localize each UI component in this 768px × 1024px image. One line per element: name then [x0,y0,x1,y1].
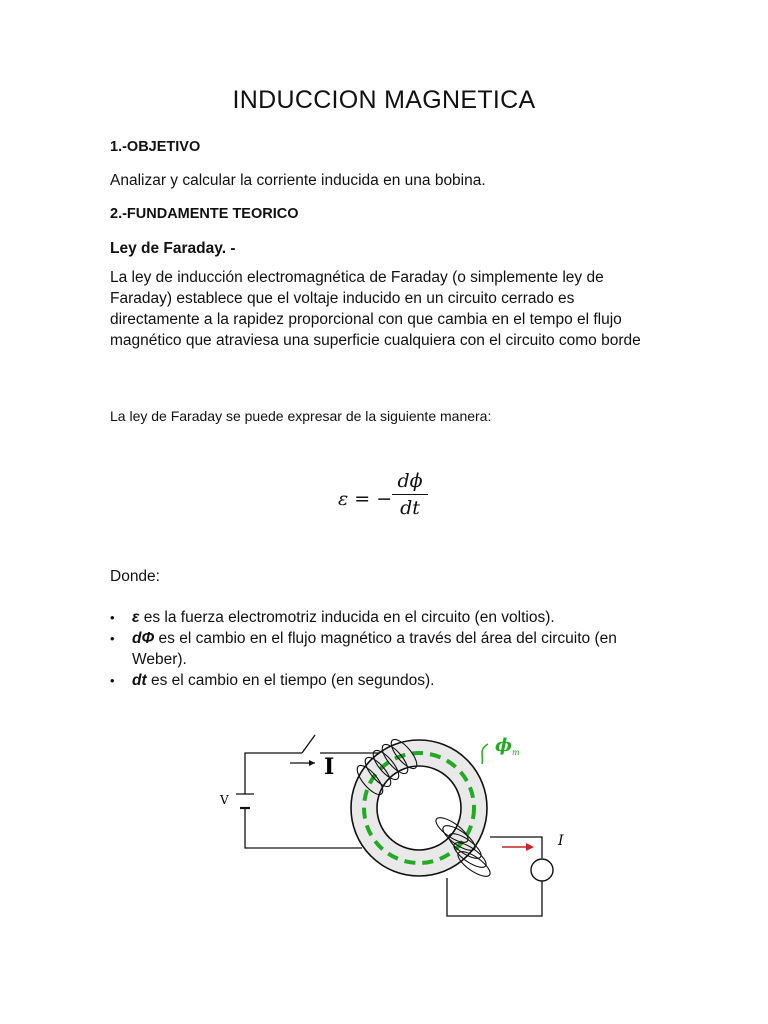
primary-wire-top-left [245,753,302,794]
faraday-paragraph: La ley de inducción electromagnética de Faraday (o simplemente ley de Faraday) establece que el voltaje inducido en un circuito cerrado es directamente a la rapidez proporcional con que cambia en el tempo el flujo magnético que atraviesa una superficie cualquiera con el circuito como borde [110,269,641,349]
flux-label: ϕ [495,735,512,756]
subheading-faraday: Ley de Faraday. - [110,240,236,257]
list-item [110,607,670,628]
fraction-bar [392,494,428,495]
list-item [110,628,670,670]
secondary-wire-bottom [447,878,542,916]
definition-text: es el cambio en el tiempo (en segundos). [146,672,435,689]
ammeter [531,859,553,881]
term-dt: dt [132,672,147,689]
donde-label: Donde: [110,568,160,585]
primary-wire-bottom [245,808,362,848]
switch-lever [302,735,315,753]
section-heading-objetivo: 1.-OBJETIVO [110,139,201,155]
induced-current-label: I [558,833,564,849]
term-emf: ε [132,609,140,626]
formula-fraction [392,470,428,519]
list-item [110,670,670,691]
flux-label-subscript: m [512,748,520,757]
definition-list [110,607,670,691]
induced-current-arrowhead [526,843,534,851]
objetivo-text: Analizar y calcular la corriente inducida en una bobina. [110,172,486,189]
formula-numerator: dϕ [397,470,423,492]
voltage-label: V [220,793,229,807]
primary-current-arrowhead [309,760,315,766]
formula-lhs: ε = − [338,488,393,510]
flux-pointer [482,744,488,764]
toroid-circuit-diagram [212,720,572,930]
page-title: INDUCCION MAGNETICA [232,86,536,114]
section-heading-fundamento: 2.-FUNDAMENTE TEORICO [110,206,299,222]
definition-text: es el cambio en el flujo magnético a través del área del circuito (en Weber). [132,630,617,668]
primary-current-label: I [324,754,335,780]
faraday-formula [330,470,450,530]
expression-intro: La ley de Faraday se puede expresar de la siguiente manera: [110,408,492,424]
formula-denominator: dt [400,497,420,519]
term-dphi: dΦ [132,630,155,647]
definition-text: es la fuerza electromotriz inducida en el circuito (en voltios). [139,609,555,626]
